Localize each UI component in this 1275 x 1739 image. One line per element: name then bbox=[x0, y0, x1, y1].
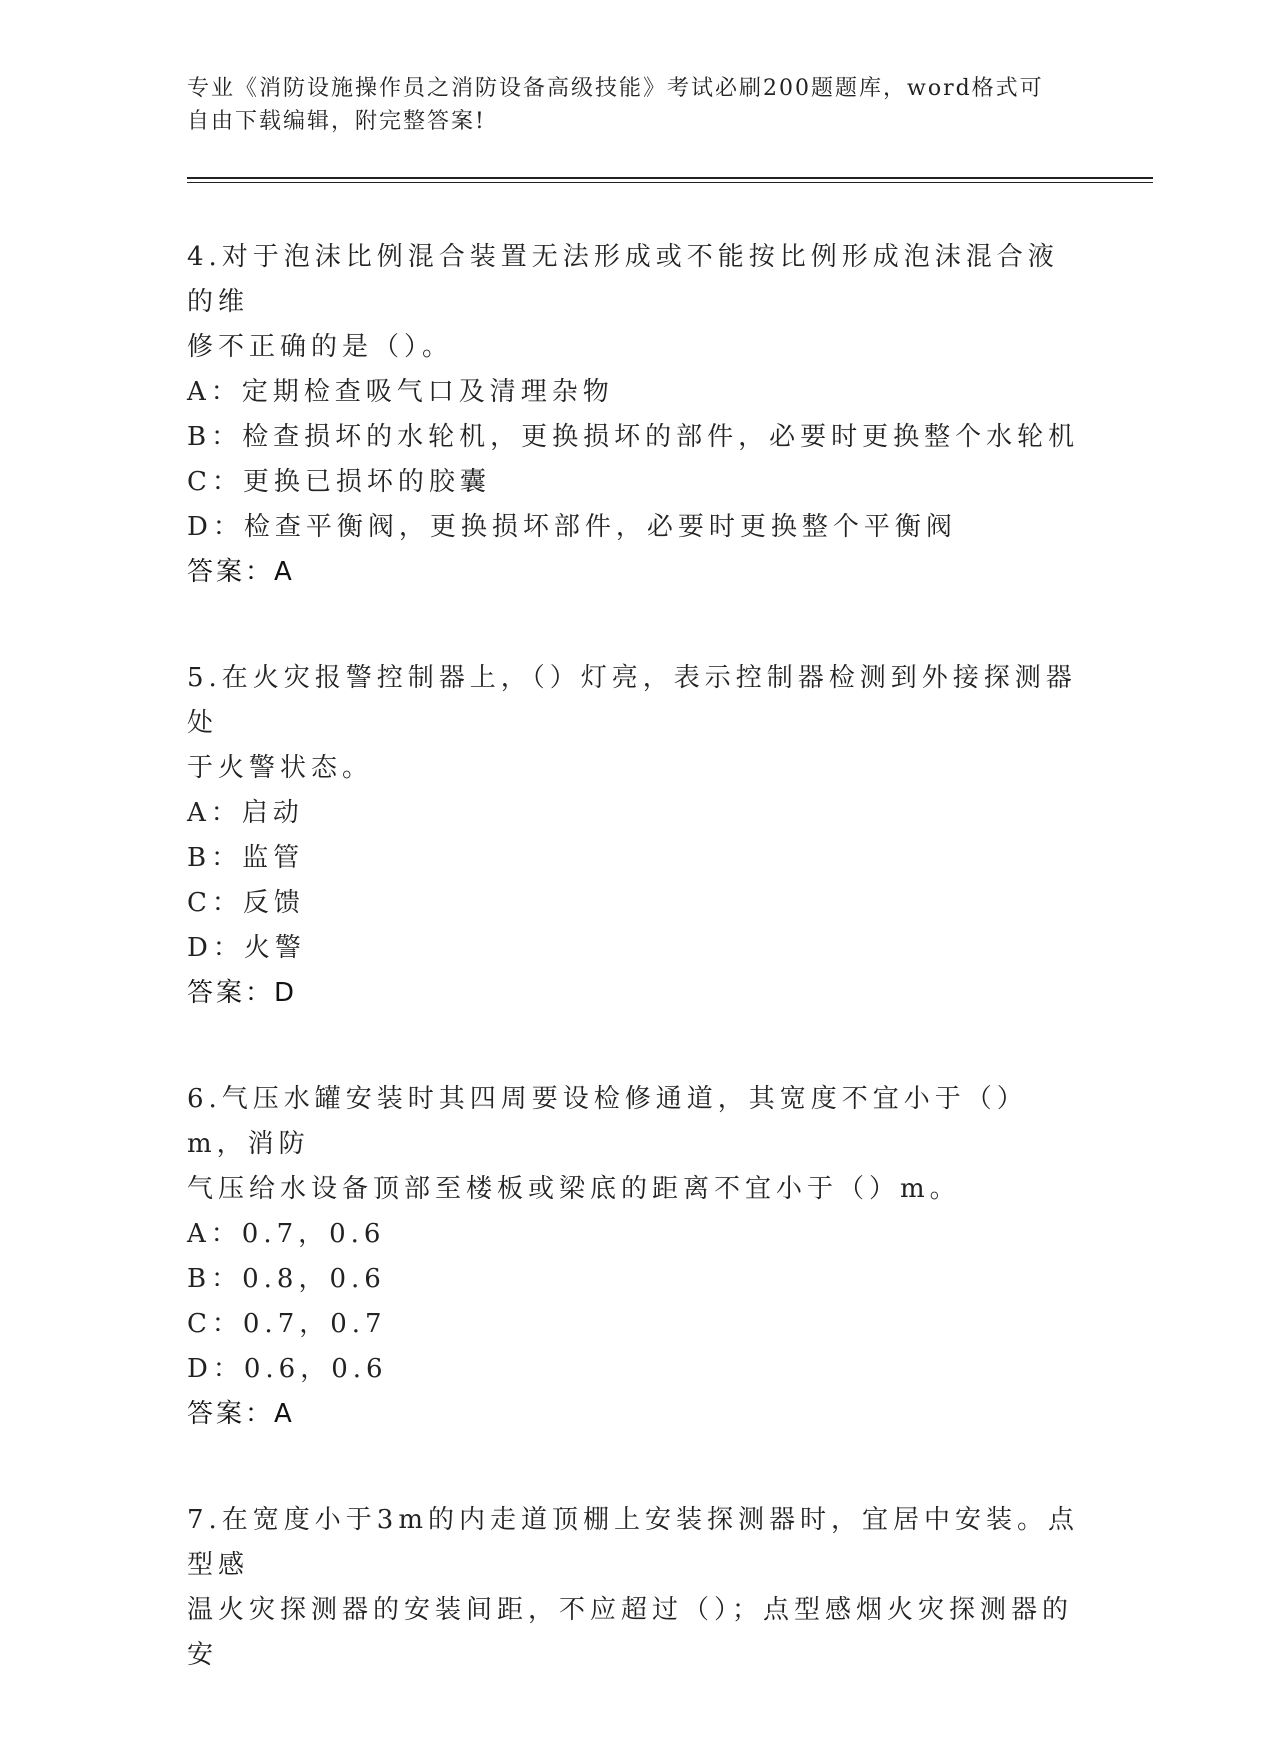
question-5-stem bbox=[187, 656, 1087, 791]
question-5-option-b: B：监管 bbox=[187, 843, 305, 873]
question-stem-line: 修不正确的是（）。 bbox=[187, 332, 454, 362]
question-4-option-a: A：定期检查吸气口及清理杂物 bbox=[187, 377, 614, 407]
header-divider-thick bbox=[187, 177, 1153, 179]
question-stem-line: 6.气压水罐安装时其四周要设检修通道，其宽度不宜小于（）m，消防 bbox=[187, 1084, 1028, 1159]
question-list bbox=[187, 235, 1087, 1739]
header-title-line-2: 自由下载编辑，附完整答案! bbox=[187, 109, 486, 134]
question-6-option-d: D：0.6，0.6 bbox=[187, 1354, 388, 1384]
question-5-answer: 答案：D bbox=[187, 978, 298, 1008]
question-4-answer: 答案：A bbox=[187, 557, 295, 587]
header-title-line-1: 专业《消防设施操作员之消防设备高级技能》考试必刷200题题库，word格式可 bbox=[187, 76, 1044, 101]
question-4-stem bbox=[187, 235, 1087, 370]
question-4-option-b: B：检查损坏的水轮机，更换损坏的部件，必要时更换整个水轮机 bbox=[187, 422, 1080, 452]
question-6-option-c: C：0.7，0.7 bbox=[187, 1309, 387, 1339]
question-6-stem bbox=[187, 1077, 1087, 1212]
question-4-option-c: C：更换已损坏的胶囊 bbox=[187, 467, 491, 497]
question-5 bbox=[187, 656, 1087, 1016]
question-stem-line: 4.对于泡沫比例混合装置无法形成或不能按比例形成泡沫混合液的维 bbox=[187, 242, 1059, 317]
question-stem-line: 7.在宽度小于3m的内走道顶棚上安装探测器时，宜居中安装。点型感 bbox=[187, 1505, 1080, 1580]
question-6-option-b: B：0.8，0.6 bbox=[187, 1264, 386, 1294]
question-6-option-a: A：0.7，0.6 bbox=[187, 1219, 386, 1249]
document-header bbox=[187, 72, 1067, 138]
question-4 bbox=[187, 235, 1087, 595]
question-stem-line: 5.在火灾报警控制器上，（）灯亮，表示控制器检测到外接探测器处 bbox=[187, 663, 1077, 738]
question-7-stem bbox=[187, 1498, 1087, 1678]
question-5-option-c: C：反馈 bbox=[187, 888, 305, 918]
question-5-option-a: A：启动 bbox=[187, 798, 304, 828]
question-6 bbox=[187, 1077, 1087, 1437]
question-4-option-d: D：检查平衡阀，更换损坏部件，必要时更换整个平衡阀 bbox=[187, 512, 957, 542]
header-divider-thin bbox=[187, 182, 1153, 183]
question-stem-line: 气压给水设备顶部至楼板或梁底的距离不宜小于（）m。 bbox=[187, 1174, 961, 1204]
question-7 bbox=[187, 1498, 1087, 1678]
question-5-option-d: D：火警 bbox=[187, 933, 306, 963]
question-stem-line: 温火灾探测器的安装间距，不应超过（）；点型感烟火灾探测器的安 bbox=[187, 1595, 1074, 1670]
question-6-answer: 答案：A bbox=[187, 1399, 295, 1429]
question-stem-line: 于火警状态。 bbox=[187, 753, 374, 783]
